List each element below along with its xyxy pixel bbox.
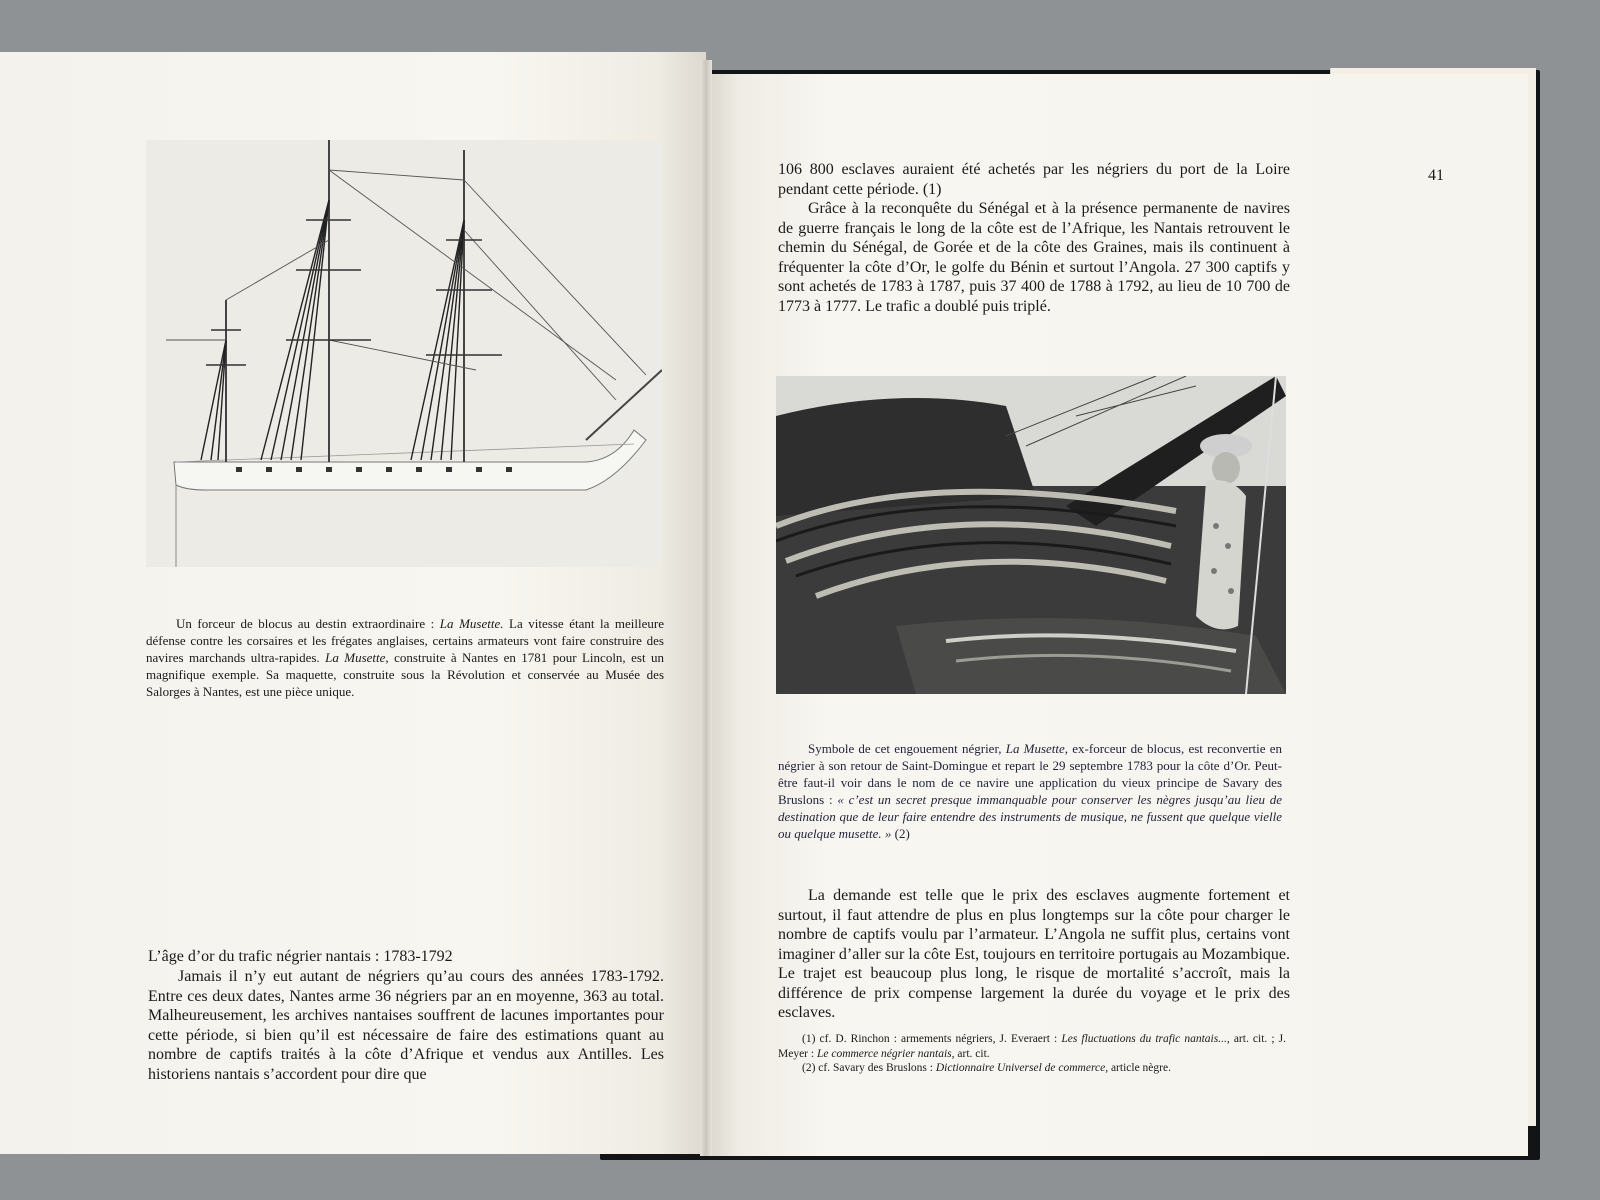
book-gutter: [700, 60, 712, 1156]
footnote-2: (2) cf. Savary des Bruslons : Dictionnaire Universel de commerce, article nègre.: [802, 1062, 1171, 1074]
footnotes: [778, 1032, 1286, 1076]
ship-model-photo: [146, 140, 662, 567]
ship-model-caption: Un forceur de blocus au destin extraordinaire : La Musette. La vitesse étant la meilleure défense contre les corsaires et les frégates anglaises, certains armateurs vont faire construire des navires marchands ultra-rapides. La Musette, construite à Nantes en 1781 pour Lincoln, est un magnifique exemple. Sa maquette, construite sous la Révolution et conservée au Musée des Salorges à Nantes, est une pièce unique.: [146, 616, 665, 699]
right-body-text-top: 106 800 esclaves auraient été achetés par les négriers du port de la Loire pendant cette période. (1) Grâce à la reconquête du Sénégal et à la présence permanente de navires de guerre français le long de la côte est de l’Afrique, les Nantais retrouvent le chemin du Sénégal, de Gorée et de la côte des Graines, mais ils continuent à fréquenter la côte d’Or, le golfe du Bénin et surtout l’Angola. 27 300 captifs y sont achetés de 1783 à 1787, puis 37 400 de 1788 à 1792, au lieu de 10 700 de 1773 à 1777. Le trafic a doublé puis triplé.: [778, 161, 1290, 315]
figurehead-photo: [776, 376, 1286, 694]
footnote-1: (1) cf. D. Rinchon : armements négriers, J. Everaert : Les fluctuations du trafic nantais..., art. cit. ; J. Meyer : Le commerce négrier nantais, art. cit.: [778, 1033, 1287, 1060]
page-number: 41: [1428, 167, 1444, 184]
right-body-text-bottom: La demande est telle que le prix des esclaves augmente fortement et surtout, il faut attendre de plus en plus longtemps sur la côte pour charger le nombre de captifs voulu par l’armateur. L’Angola ne suffit plus, certains vont imaginer d’aller sur la côte Est, toujours en territoire portugais au Mozambique. Le trajet est beaucoup plus long, le risque de mortalité s’accroît, mais la différence de prix compense largement la durée du voyage et le prix des esclaves.: [778, 887, 1290, 1021]
left-body-text: Jamais il n’y eut autant de négriers qu’au cours des années 1783-1792. Entre ces deux dates, Nantes arme 36 négriers par an en moyenne, 363 au total. Malheureusement, les archives nantaises souffrent de lacunes importantes pour cette période, si bien qu’il est nécessaire de faire des estimations quant au nombre de captifs traités à la côte d’Afrique et vendus aux Antilles. Les historiens nantais s’accordent pour dire que: [148, 968, 664, 1083]
section-heading: L’âge d’or du trafic négrier nantais : 1783-1792: [148, 948, 453, 965]
figurehead-caption: Symbole de cet engouement négrier, La Musette, ex-forceur de blocus, est reconvertie en négrier à son retour de Saint-Domingue et repart le 29 septembre 1783 pour la côte d’Or. Peut-être faut-il voir dans le nom de ce navire une application du vieux principe de Savary des Bruslons : « c’est un secret presque immanquable pour conserver les nègres jusqu’au lieu de destination que de leur faire entendre des instruments de musique, ne fussent que quelque vielle ou quelque musette. » (2): [778, 741, 1283, 841]
